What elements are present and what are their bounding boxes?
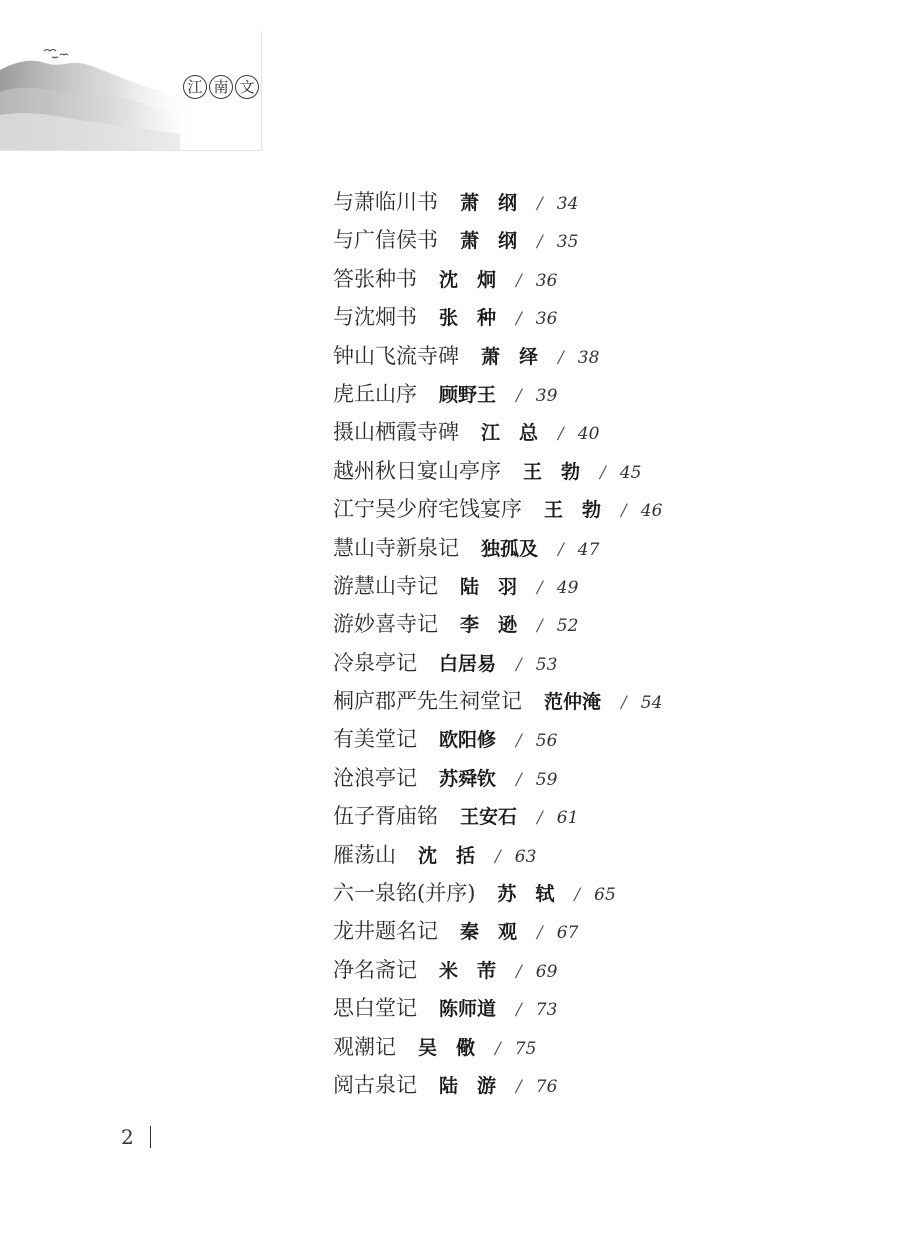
entry-title: 阅古泉记 — [333, 1072, 417, 1097]
toc-entry[interactable] — [333, 682, 662, 720]
entry-title: 净名斋记 — [333, 957, 417, 982]
toc-entry[interactable] — [333, 452, 662, 490]
toc-entry[interactable] — [333, 375, 662, 413]
entry-author: 江 总 — [481, 422, 539, 445]
entry-author: 张 种 — [439, 307, 497, 330]
toc-entry[interactable] — [333, 951, 662, 989]
entry-author: 苏舜钦 — [439, 767, 497, 790]
toc-entry[interactable] — [333, 759, 662, 797]
toc-entry[interactable] — [333, 337, 662, 375]
toc-entry[interactable] — [333, 490, 662, 528]
entry-separator: / — [558, 424, 564, 445]
entry-page-number: 75 — [514, 1038, 537, 1059]
entry-author: 独孤及 — [481, 537, 539, 560]
entry-author: 萧 纲 — [460, 230, 518, 253]
entry-page-number: 34 — [556, 194, 579, 214]
entry-separator: / — [621, 693, 627, 714]
entry-title: 江宁吴少府宅饯宴序 — [333, 497, 522, 522]
entry-author: 陈师道 — [439, 998, 497, 1021]
toc-entry[interactable] — [333, 413, 662, 451]
entry-separator: / — [537, 232, 543, 253]
entry-separator: / — [558, 539, 564, 560]
page-footer — [121, 1125, 151, 1149]
entry-separator: / — [516, 1076, 522, 1097]
entry-page-number: 69 — [535, 961, 558, 982]
table-of-contents — [333, 183, 662, 1104]
entry-page-number: 56 — [535, 731, 558, 752]
entry-author: 陆 游 — [439, 1074, 497, 1097]
entry-separator: / — [516, 961, 522, 982]
toc-entry[interactable] — [333, 874, 662, 912]
toc-entry[interactable] — [333, 298, 662, 336]
entry-separator: / — [516, 309, 522, 330]
entry-separator: / — [516, 769, 522, 790]
entry-title: 冷泉亭记 — [333, 650, 417, 675]
entry-page-number: 40 — [577, 424, 600, 445]
entry-separator: / — [537, 616, 543, 637]
header-banner — [0, 30, 262, 151]
entry-author: 秦 观 — [460, 921, 518, 944]
series-title — [183, 75, 259, 99]
entry-title: 与沈炯书 — [333, 305, 417, 330]
entry-author: 萧 纲 — [460, 192, 518, 214]
entry-page-number: 36 — [535, 309, 558, 330]
entry-author: 王 勃 — [544, 499, 602, 522]
entry-title: 龙井题名记 — [333, 919, 438, 944]
entry-author: 苏 轼 — [497, 883, 555, 906]
toc-entry[interactable] — [333, 797, 662, 835]
entry-title: 与萧临川书 — [333, 190, 438, 214]
toc-entry[interactable] — [333, 836, 662, 874]
entry-page-number: 38 — [577, 347, 600, 368]
toc-entry[interactable] — [333, 1028, 662, 1066]
entry-author: 王安石 — [460, 806, 518, 829]
bird-icons — [44, 50, 68, 59]
entry-page-number: 53 — [535, 654, 558, 675]
entry-title: 思白堂记 — [333, 996, 417, 1021]
entry-page-number: 36 — [535, 270, 558, 291]
entry-author: 王 勃 — [523, 460, 581, 483]
page-number: 2 — [121, 1125, 134, 1149]
entry-separator: / — [516, 731, 522, 752]
entry-separator: / — [516, 270, 522, 291]
entry-separator: / — [558, 347, 564, 368]
entry-title: 慧山寺新泉记 — [333, 535, 459, 560]
toc-entry[interactable] — [333, 183, 662, 221]
entry-page-number: 73 — [535, 1000, 558, 1021]
toc-entry[interactable] — [333, 529, 662, 567]
entry-author: 米 芾 — [439, 959, 497, 982]
entry-page-number: 54 — [640, 693, 663, 714]
entry-author: 白居易 — [439, 652, 497, 675]
entry-separator: / — [600, 462, 606, 483]
toc-entry[interactable] — [333, 989, 662, 1027]
entry-title: 六一泉铭(并序) — [333, 881, 476, 906]
toc-entry[interactable] — [333, 567, 662, 605]
toc-entry[interactable] — [333, 912, 662, 950]
entry-separator: / — [574, 885, 581, 906]
entry-page-number: 35 — [556, 232, 579, 253]
entry-page-number: 76 — [535, 1076, 558, 1097]
entry-page-number: 47 — [577, 539, 600, 560]
toc-entry[interactable] — [333, 605, 662, 643]
entry-title: 伍子胥庙铭 — [333, 804, 438, 829]
entry-separator: / — [495, 1038, 501, 1059]
entry-title: 游慧山寺记 — [333, 573, 438, 598]
toc-entry[interactable] — [333, 720, 662, 758]
entry-author: 沈 炯 — [439, 268, 497, 291]
toc-entry[interactable] — [333, 644, 662, 682]
entry-separator: / — [516, 1000, 522, 1021]
entry-author: 陆 羽 — [460, 575, 518, 598]
entry-separator: / — [495, 846, 501, 867]
series-title-char: 南 — [209, 75, 233, 99]
entry-title: 虎丘山序 — [333, 381, 417, 406]
entry-title: 观潮记 — [333, 1034, 396, 1059]
series-title-char: 文 — [235, 75, 259, 99]
entry-author: 范仲淹 — [544, 691, 602, 714]
entry-separator: / — [537, 577, 543, 598]
entry-separator: / — [537, 923, 543, 944]
entry-page-number: 67 — [556, 923, 579, 944]
toc-entry[interactable] — [333, 260, 662, 298]
entry-separator: / — [537, 194, 543, 214]
entry-title: 与广信侯书 — [333, 228, 438, 253]
entry-title: 雁荡山 — [333, 842, 396, 867]
entry-author: 萧 绎 — [481, 345, 539, 368]
entry-title: 钟山飞流寺碑 — [333, 343, 459, 368]
entry-author: 李 逊 — [460, 614, 518, 637]
entry-author: 吴 儆 — [418, 1036, 476, 1059]
entry-title: 答张种书 — [333, 266, 417, 291]
entry-page-number: 59 — [535, 769, 558, 790]
entry-separator: / — [516, 654, 522, 675]
entry-author: 沈 括 — [418, 844, 476, 867]
entry-page-number: 61 — [556, 808, 579, 829]
entry-title: 越州秋日宴山亭序 — [333, 458, 501, 483]
entry-page-number: 45 — [619, 462, 642, 483]
entry-title: 有美堂记 — [333, 727, 417, 752]
entry-title: 游妙喜寺记 — [333, 612, 438, 637]
entry-page-number: 49 — [556, 577, 579, 598]
series-title-char: 江 — [183, 75, 207, 99]
entry-page-number: 63 — [514, 846, 537, 867]
entry-title: 沧浪亭记 — [333, 765, 417, 790]
entry-title: 摄山栖霞寺碑 — [333, 420, 459, 445]
entry-separator: / — [516, 385, 522, 406]
entry-page-number: 46 — [640, 501, 663, 522]
folio-rule — [150, 1126, 151, 1148]
entry-separator: / — [537, 808, 543, 829]
entry-title: 桐庐郡严先生祠堂记 — [333, 689, 522, 714]
entry-author: 欧阳修 — [439, 729, 497, 752]
entry-page-number: 65 — [594, 885, 616, 906]
entry-page-number: 52 — [556, 616, 579, 637]
entry-page-number: 39 — [535, 385, 558, 406]
entry-author: 顾野王 — [439, 383, 497, 406]
toc-entry[interactable] — [333, 1066, 662, 1104]
entry-separator: / — [621, 501, 627, 522]
toc-entry[interactable] — [333, 221, 662, 259]
